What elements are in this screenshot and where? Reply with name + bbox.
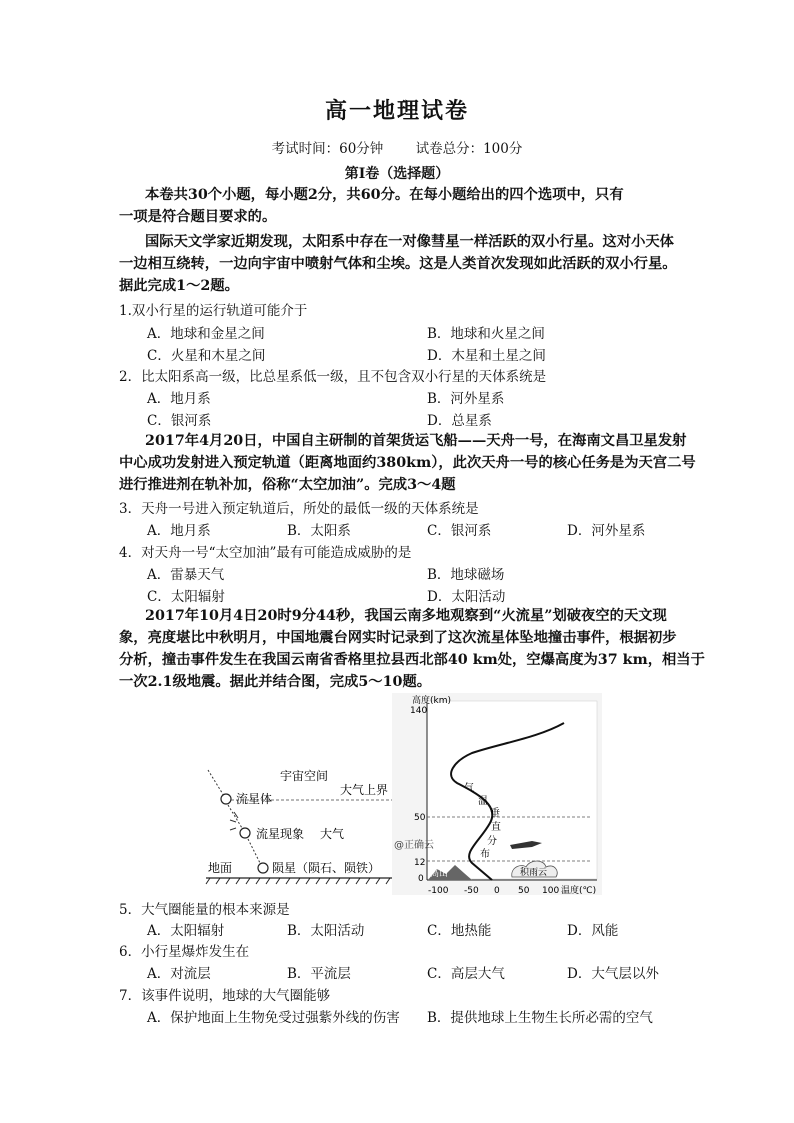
x-axis-label: 温度(℃) bbox=[561, 886, 597, 895]
x-tick-m100: -100 bbox=[428, 886, 449, 895]
label-space: 宇宙空间 bbox=[280, 769, 329, 783]
curve-label-4: 直 bbox=[491, 822, 501, 833]
curve-label-3: 垂 bbox=[490, 808, 500, 819]
curve-label-2: 温 bbox=[478, 796, 488, 807]
q1-stem: 1.双小行星的运行轨道可能介于 bbox=[119, 303, 308, 319]
q7-stem: 7．该事件说明，地球的大气圈能够 bbox=[119, 988, 331, 1004]
q5-option-b: B．太阳活动 bbox=[287, 923, 365, 939]
q2-stem: 2．比太阳系高一级，比总星系低一级，且不包含双小行星的天体系统是 bbox=[119, 369, 547, 385]
x-tick-100: 100 bbox=[542, 886, 560, 895]
q3-stem: 3．天舟一号进入预定轨道后，所处的最低一级的天体系统是 bbox=[119, 501, 479, 517]
q3-option-c: C．银河系 bbox=[427, 523, 492, 539]
q4-option-a: A．雷暴天气 bbox=[147, 567, 225, 583]
label-meteorite: 陨星（陨石、陨铁） bbox=[272, 861, 381, 875]
passage1-line-3: 据此完成1～2题。 bbox=[119, 278, 239, 294]
passage3-line-4: 一次2.1级地震。据此并结合图，完成5～10题。 bbox=[119, 674, 432, 690]
y-tick-0: 0 bbox=[418, 874, 424, 884]
section-heading: 第Ⅰ卷（选择题） bbox=[344, 166, 450, 182]
label-atmosphere: 大气 bbox=[320, 827, 345, 841]
q5-option-d: D．风能 bbox=[567, 923, 619, 939]
q2-option-b: B．河外星系 bbox=[427, 391, 505, 407]
passage2-line-1: 2017年4月20日，中国自主研制的首架货运飞船——天舟一号，在海南文昌卫星发射 bbox=[145, 433, 687, 449]
q4-option-c: C．太阳辐射 bbox=[147, 589, 225, 605]
q6-stem: 6．小行星爆炸发生在 bbox=[119, 944, 250, 960]
passage3-line-1: 2017年10月4日20时9分44秒，我国云南多地观察到“火流星”划破夜空的天文现 bbox=[145, 608, 667, 624]
q6-option-d: D．大气层以外 bbox=[567, 966, 659, 982]
exam-time: 考试时间：60分钟 bbox=[271, 141, 384, 157]
meteor-circle bbox=[240, 828, 250, 838]
q2-option-a: A．地月系 bbox=[147, 391, 211, 407]
q1-option-c: C．火星和木星之间 bbox=[147, 348, 266, 364]
meteoroid-circle bbox=[221, 794, 231, 804]
intro-line-1: 本卷共30个小题，每小题2分，共60分。在每小题给出的四个选项中，只有 bbox=[145, 187, 624, 203]
label-upper-bound: 大气上界 bbox=[340, 783, 389, 797]
y-tick-50: 50 bbox=[414, 813, 426, 823]
x-tick-50: 50 bbox=[518, 886, 530, 895]
q3-option-a: A．地月系 bbox=[147, 523, 211, 539]
q5-option-c: C．地热能 bbox=[427, 923, 492, 939]
curve-label-5: 分 bbox=[487, 836, 497, 847]
passage2-line-2: 中心成功发射进入预定轨道（距离地面约380km），此次天舟一号的核心任务是为天宫二号 bbox=[119, 455, 696, 471]
q1-option-b: B．地球和火星之间 bbox=[427, 326, 545, 342]
q6-option-a: A．对流层 bbox=[147, 966, 211, 982]
passage1-line-2: 一边相互绕转，一边向宇宙中喷射气体和尘埃。这是人类首次发现如此活跃的双小行星。 bbox=[119, 256, 677, 272]
q2-option-d: D．总星系 bbox=[427, 413, 492, 429]
passage1-line-1: 国际天文学家近期发现，太阳系中存在一对像彗星一样活跃的双小行星。这对小天体 bbox=[145, 234, 674, 250]
q4-stem: 4．对天舟一号“太空加油”最有可能造成威胁的是 bbox=[119, 545, 412, 561]
passage2-line-3: 进行推进剂在轨补加，俗称“太空加油”。完成3～4题 bbox=[119, 477, 456, 493]
q4-option-d: D．太阳活动 bbox=[427, 589, 506, 605]
q6-option-b: B．平流层 bbox=[287, 966, 351, 982]
meteorite-circle bbox=[258, 863, 268, 873]
label-cloud: 积雨云 bbox=[520, 868, 548, 878]
passage3-line-2: 象，亮度堪比中秋明月，中国地震台网实时记录到了这次流星体坠地撞击事件，根据初步 bbox=[119, 630, 677, 646]
q3-option-d: D．河外星系 bbox=[567, 523, 646, 539]
q1-option-a: A．地球和金星之间 bbox=[147, 326, 265, 342]
y-tick-140: 140 bbox=[410, 706, 428, 716]
total-score: 试卷总分：100分 bbox=[415, 141, 523, 157]
passage3-line-3: 分析，撞击事件发生在我国云南省香格里拉县西北部40 km处，空爆高度为37 km，相当于 bbox=[119, 652, 705, 668]
intro-line-2: 一项是符合题目要求的。 bbox=[119, 209, 277, 225]
label-mountain: 高山 bbox=[430, 869, 449, 879]
page-title: 高一地理试卷 bbox=[324, 98, 469, 124]
y-axis-label: 高度(km) bbox=[412, 696, 452, 706]
q6-option-c: C．高层大气 bbox=[427, 966, 505, 982]
q3-option-b: B．太阳系 bbox=[287, 523, 351, 539]
watermark: @正确云 bbox=[394, 840, 434, 851]
q5-option-a: A．太阳辐射 bbox=[147, 923, 225, 939]
label-meteoroid: 流星体 bbox=[236, 792, 273, 806]
curve-label-6: 布 bbox=[480, 849, 490, 860]
x-tick-m50: -50 bbox=[464, 886, 479, 895]
y-tick-12: 12 bbox=[414, 858, 426, 868]
label-meteor: 流星现象 bbox=[256, 827, 305, 841]
q4-option-b: B．地球磁场 bbox=[427, 567, 505, 583]
exam-info bbox=[0, 137, 794, 157]
q1-option-d: D．木星和土星之间 bbox=[427, 348, 546, 364]
temperature-profile-figure bbox=[392, 693, 602, 895]
x-tick-0: 0 bbox=[494, 886, 500, 895]
q2-option-c: C．银河系 bbox=[147, 413, 212, 429]
q5-stem: 5．大气圈能量的根本来源是 bbox=[119, 902, 290, 918]
q7-option-b: B．提供地球上生物生长所必需的空气 bbox=[427, 1010, 653, 1026]
curve-label-1: 气 bbox=[464, 783, 474, 794]
q7-option-a: A．保护地面上生物免受过强紫外线的伤害 bbox=[147, 1010, 400, 1026]
label-ground: 地面 bbox=[208, 861, 233, 875]
meteor-diagram bbox=[200, 760, 410, 888]
